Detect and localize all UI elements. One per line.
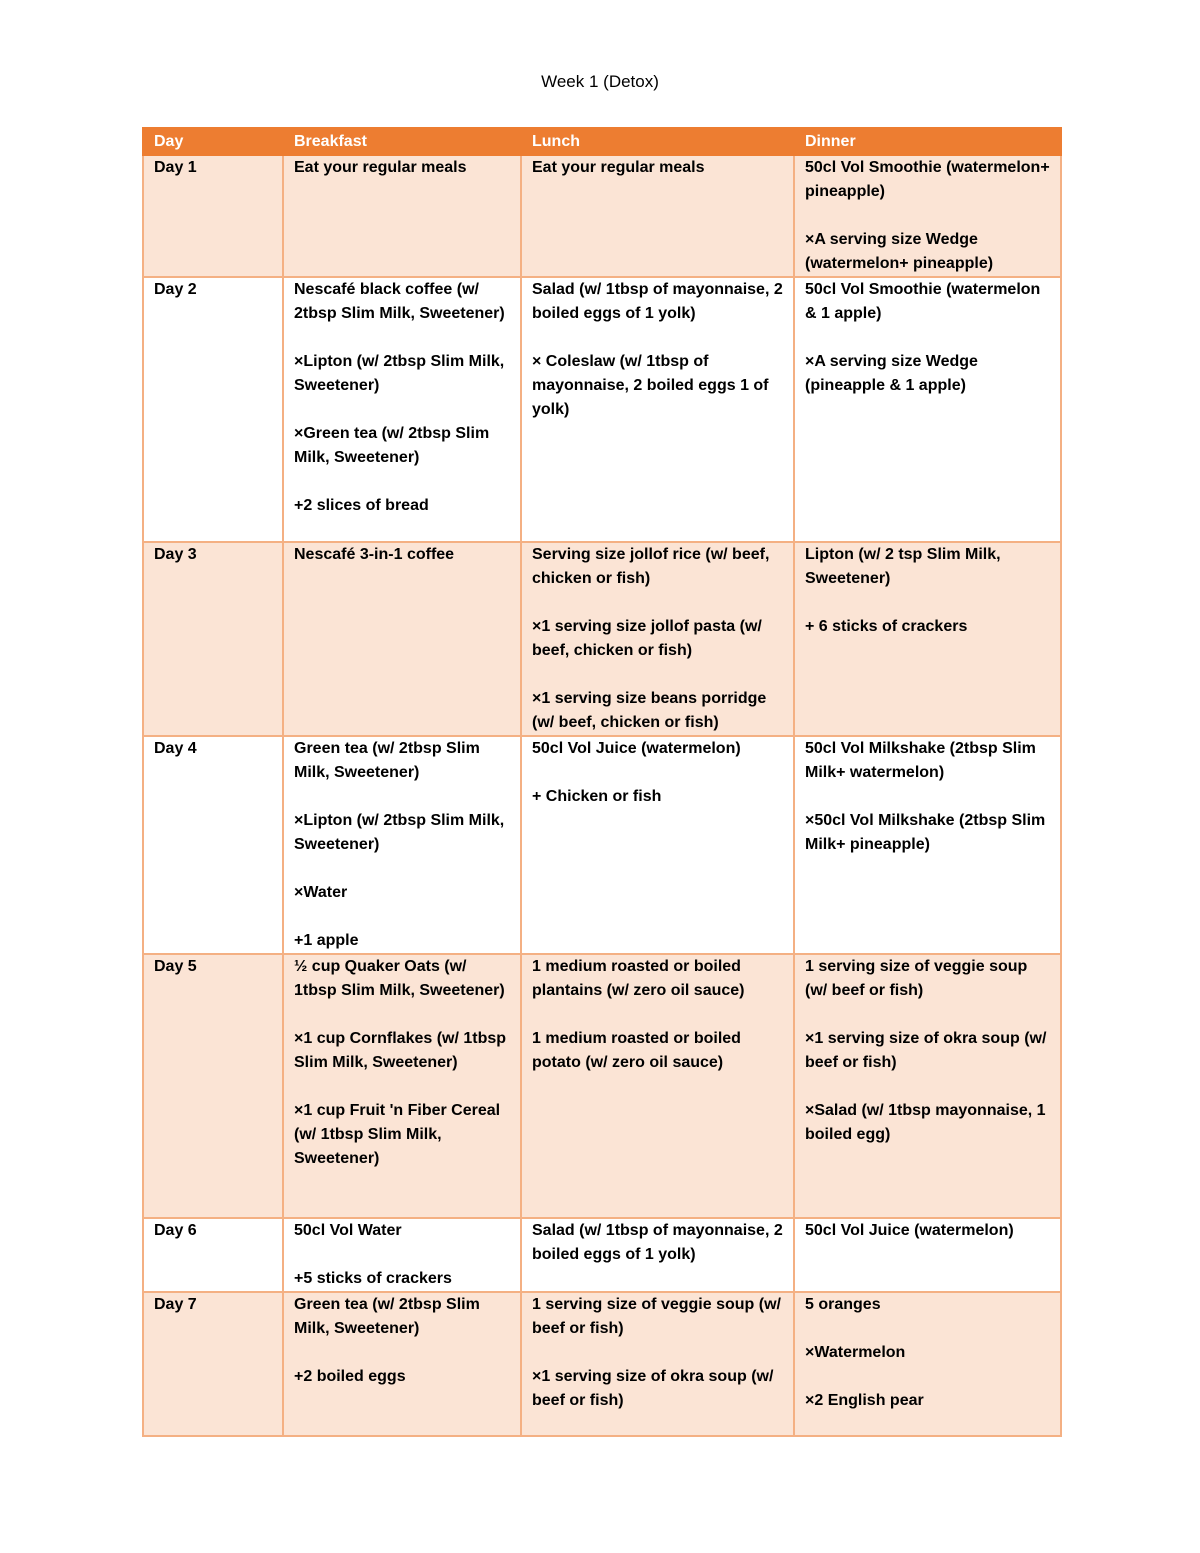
day-cell: Day 4 (143, 736, 283, 954)
lunch-entry: Salad (w/ 1tbsp of mayonnaise, 2 boiled eggs of 1 yolk) (532, 1222, 783, 1263)
dinner-entry: 50cl Vol Milkshake (2tbsp Slim Milk+ watermelon) (805, 740, 1036, 781)
lunch-cell (521, 542, 794, 736)
table-row (143, 954, 1061, 1218)
table-row (143, 736, 1061, 954)
day-cell: Day 7 (143, 1292, 283, 1436)
dinner-entry: 5 oranges (805, 1296, 881, 1313)
lunch-entry: ×1 serving size beans porridge (w/ beef, chicken or fish) (532, 690, 767, 731)
breakfast-entry: ×Green tea (w/ 2tbsp Slim Milk, Sweetener) (294, 425, 490, 466)
breakfast-cell (283, 1292, 521, 1436)
breakfast-cell (283, 954, 521, 1218)
breakfast-cell (283, 542, 521, 736)
lunch-entry: + Chicken or fish (532, 788, 662, 805)
breakfast-entry: Green tea (w/ 2tbsp Slim Milk, Sweetener) (294, 1296, 480, 1337)
dinner-entry: ×2 English pear (805, 1392, 924, 1409)
breakfast-entry: +2 boiled eggs (294, 1368, 406, 1385)
header-breakfast: Breakfast (283, 128, 521, 155)
breakfast-entry: Eat your regular meals (294, 159, 467, 176)
dinner-entry: 1 serving size of veggie soup (w/ beef or fish) (805, 958, 1028, 999)
day-cell: Day 5 (143, 954, 283, 1218)
day-cell: Day 2 (143, 277, 283, 542)
dinner-entry: ×A serving size Wedge (watermelon+ pineapple) (805, 231, 994, 272)
dinner-cell (794, 954, 1061, 1218)
lunch-entry: ×1 serving size jollof pasta (w/ beef, chicken or fish) (532, 618, 762, 659)
breakfast-entry: ×1 cup Fruit 'n Fiber Cereal (w/ 1tbsp Slim Milk, Sweetener) (294, 1102, 501, 1167)
dinner-entry: 50cl Vol Juice (watermelon) (805, 1222, 1014, 1239)
dinner-entry: ×Salad (w/ 1tbsp mayonnaise, 1 boiled egg) (805, 1102, 1046, 1143)
table-row (143, 1292, 1061, 1436)
lunch-entry: 1 medium roasted or boiled plantains (w/ zero oil sauce) (532, 958, 745, 999)
lunch-entry: 1 serving size of veggie soup (w/ beef or fish) (532, 1296, 781, 1337)
lunch-cell (521, 1292, 794, 1436)
breakfast-cell (283, 277, 521, 542)
lunch-entry: Serving size jollof rice (w/ beef, chicken or fish) (532, 546, 770, 587)
page-title: Week 1 (Detox) (541, 72, 659, 91)
lunch-entry: ×1 serving size of okra soup (w/ beef or fish) (532, 1368, 774, 1409)
lunch-entry: 50cl Vol Juice (watermelon) (532, 740, 741, 757)
dinner-entry: ×50cl Vol Milkshake (2tbsp Slim Milk+ pineapple) (805, 812, 1046, 853)
lunch-entry: Salad (w/ 1tbsp of mayonnaise, 2 boiled eggs of 1 yolk) (532, 281, 783, 322)
lunch-cell (521, 736, 794, 954)
table-row (143, 542, 1061, 736)
header-day: Day (143, 128, 283, 155)
dinner-entry: + 6 sticks of crackers (805, 618, 968, 635)
dinner-entry: 50cl Vol Smoothie (watermelon & 1 apple) (805, 281, 1041, 322)
dinner-entry: ×Watermelon (805, 1344, 906, 1361)
breakfast-entry: ×Lipton (w/ 2tbsp Slim Milk, Sweetener) (294, 353, 505, 394)
breakfast-cell (283, 1218, 521, 1292)
dinner-cell (794, 1218, 1061, 1292)
dinner-entry: Lipton (w/ 2 tsp Slim Milk, Sweetener) (805, 546, 1001, 587)
breakfast-entry: +5 sticks of crackers (294, 1270, 452, 1287)
lunch-cell (521, 1218, 794, 1292)
breakfast-entry: ×Water (294, 884, 348, 901)
breakfast-entry: Nescafé black coffee (w/ 2tbsp Slim Milk, Sweetener) (294, 281, 505, 322)
dinner-cell (794, 1292, 1061, 1436)
breakfast-entry: 50cl Vol Water (294, 1222, 402, 1239)
breakfast-entry: +1 apple (294, 932, 359, 949)
breakfast-entry: +2 slices of bread (294, 497, 429, 514)
dinner-cell (794, 277, 1061, 542)
breakfast-entry: Nescafé 3-in-1 coffee (294, 546, 455, 563)
dinner-entry: 50cl Vol Smoothie (watermelon+ pineapple) (805, 159, 1050, 200)
breakfast-entry: Green tea (w/ 2tbsp Slim Milk, Sweetener) (294, 740, 480, 781)
header-row (143, 128, 1061, 155)
meal-plan-table (142, 127, 1062, 1437)
dinner-entry: ×1 serving size of okra soup (w/ beef or fish) (805, 1030, 1047, 1071)
day-cell: Day 3 (143, 542, 283, 736)
day-cell: Day 1 (143, 155, 283, 277)
dinner-cell (794, 736, 1061, 954)
header-lunch: Lunch (521, 128, 794, 155)
lunch-entry: 1 medium roasted or boiled potato (w/ zero oil sauce) (532, 1030, 741, 1071)
dinner-cell (794, 542, 1061, 736)
breakfast-entry: ×Lipton (w/ 2tbsp Slim Milk, Sweetener) (294, 812, 505, 853)
dinner-entry: ×A serving size Wedge (pineapple & 1 apple) (805, 353, 978, 394)
table-row (143, 277, 1061, 542)
lunch-entry: × Coleslaw (w/ 1tbsp of mayonnaise, 2 boiled eggs 1 of yolk) (532, 353, 769, 418)
breakfast-cell (283, 736, 521, 954)
day-cell: Day 6 (143, 1218, 283, 1292)
lunch-entry: Eat your regular meals (532, 159, 705, 176)
breakfast-entry: ½ cup Quaker Oats (w/ 1tbsp Slim Milk, Sweetener) (294, 958, 505, 999)
lunch-cell (521, 155, 794, 277)
breakfast-entry: ×1 cup Cornflakes (w/ 1tbsp Slim Milk, Sweetener) (294, 1030, 507, 1071)
dinner-cell (794, 155, 1061, 277)
breakfast-cell (283, 155, 521, 277)
header-dinner: Dinner (794, 128, 1061, 155)
table-row (143, 155, 1061, 277)
table-row (143, 1218, 1061, 1292)
lunch-cell (521, 954, 794, 1218)
lunch-cell (521, 277, 794, 542)
